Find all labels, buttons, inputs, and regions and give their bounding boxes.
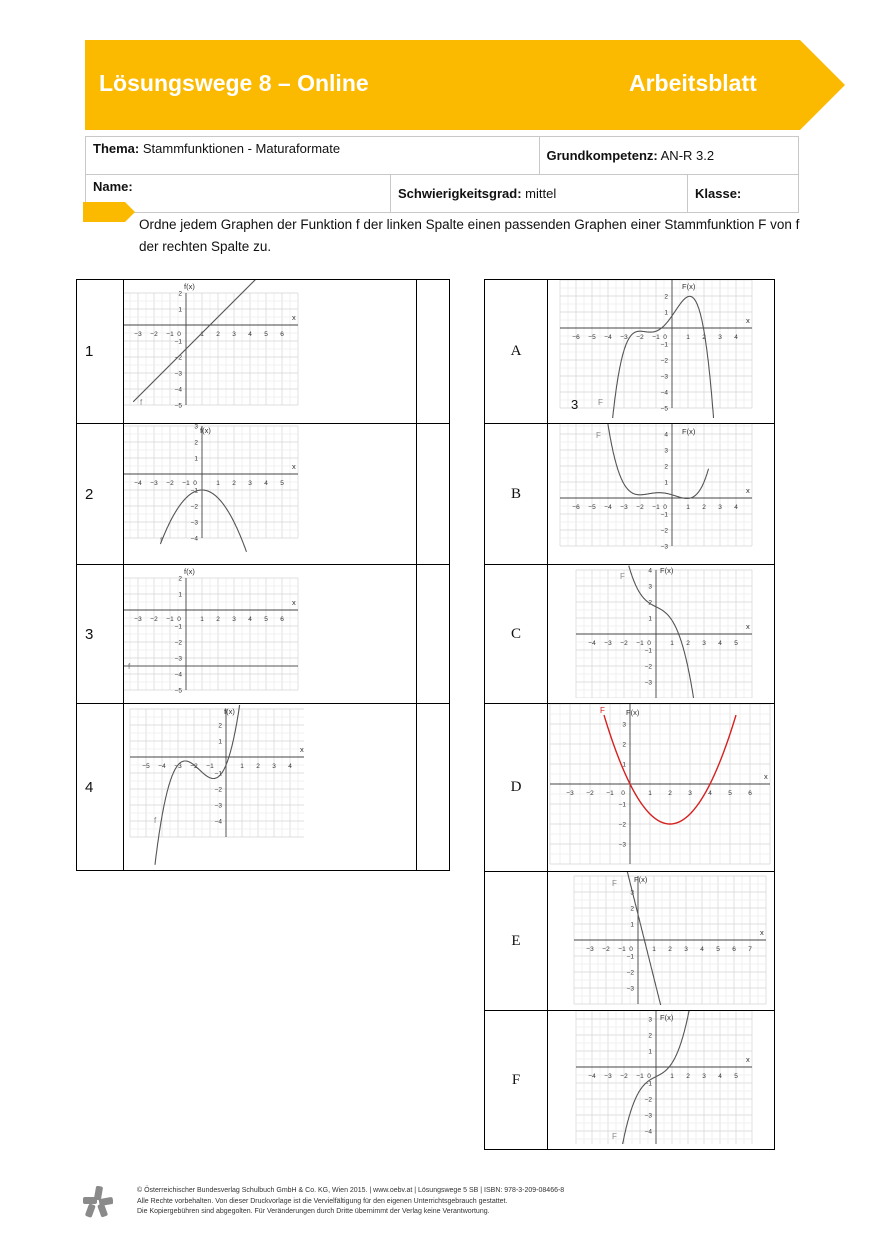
y-tick-label: 2 xyxy=(218,722,222,729)
x-tick-label: 2 xyxy=(702,504,706,511)
header-banner xyxy=(0,0,890,130)
publisher-logo-icon xyxy=(83,1186,113,1218)
left-table xyxy=(76,279,450,871)
x-tick-label: −3 xyxy=(174,762,182,770)
x-tick-label: 5 xyxy=(264,331,268,338)
x-tick-label: 0 xyxy=(621,790,625,797)
graph-E xyxy=(548,872,774,1005)
y-tick-label: −4 xyxy=(174,386,182,394)
x-tick-label: 3 xyxy=(702,1073,706,1080)
graph-cell xyxy=(124,424,417,565)
kompetenz-cell: Grundkompetenz: AN-R 3.2 xyxy=(539,137,799,175)
y-tick-label: −2 xyxy=(644,663,652,671)
y-tick-label: −3 xyxy=(174,370,182,378)
y-tick-label: −2 xyxy=(174,354,182,362)
x-tick-label: −3 xyxy=(620,334,628,341)
y-tick-label: −2 xyxy=(214,786,222,793)
y-tick-label: 2 xyxy=(664,463,668,471)
y-tick-label: 2 xyxy=(664,293,668,301)
y-tick-label: −1 xyxy=(660,511,668,519)
y-tick-label: −1 xyxy=(618,801,626,809)
x-tick-label: −4 xyxy=(588,640,596,647)
y-tick-label: −3 xyxy=(618,841,626,849)
row-letter: C xyxy=(485,565,548,704)
instruction-arrow-icon xyxy=(83,202,138,222)
x-tick-label: 0 xyxy=(629,946,633,953)
graph-cell xyxy=(124,704,417,871)
answer-cell[interactable] xyxy=(417,280,450,424)
y-tick-label: 4 xyxy=(648,567,652,575)
function-label: F xyxy=(596,431,601,440)
row-letter: B xyxy=(485,424,548,565)
x-tick-label: 1 xyxy=(670,640,674,647)
x-tick-label: −2 xyxy=(636,504,644,511)
x-tick-label: 7 xyxy=(748,946,752,953)
y-tick-label: −2 xyxy=(660,527,668,535)
y-tick-label: −3 xyxy=(214,802,222,809)
graph-cell xyxy=(548,872,775,1011)
graph-A xyxy=(548,280,774,418)
x-tick-label: 0 xyxy=(647,640,651,647)
x-tick-label: −5 xyxy=(588,504,596,511)
header-title: Lösungswege 8 – Online xyxy=(99,70,369,96)
x-tick-label: 1 xyxy=(686,504,690,511)
y-tick-label: 2 xyxy=(648,1032,652,1040)
x-axis-label: x xyxy=(746,1055,750,1064)
y-tick-label: 1 xyxy=(664,479,668,487)
function-label: F xyxy=(620,572,625,581)
x-tick-label: 5 xyxy=(734,1073,738,1080)
graph-1 xyxy=(124,280,304,418)
y-axis-label: F(x) xyxy=(634,875,648,884)
x-tick-label: 6 xyxy=(748,790,752,797)
x-tick-label: 3 xyxy=(232,331,236,338)
x-axis-label: x xyxy=(300,744,304,754)
row-number: 4 xyxy=(77,704,124,871)
grid xyxy=(124,575,298,690)
grid xyxy=(576,1011,752,1144)
x-tick-label: 0 xyxy=(177,331,181,338)
function-curve xyxy=(155,705,240,865)
function-label: F xyxy=(600,706,605,715)
x-tick-label: 4 xyxy=(734,334,738,341)
x-tick-label: 1 xyxy=(648,790,652,797)
graph-cell xyxy=(548,565,775,704)
x-tick-label: 6 xyxy=(280,331,284,338)
y-tick-label: 2 xyxy=(648,599,652,607)
y-tick-label: −1 xyxy=(644,647,652,655)
x-tick-label: 2 xyxy=(686,640,690,647)
x-tick-label: 4 xyxy=(718,1073,722,1080)
x-tick-label: 1 xyxy=(200,616,204,623)
x-tick-label: 4 xyxy=(248,331,252,338)
graph-4 xyxy=(124,705,304,865)
schwierigkeit-cell: Schwierigkeitsgrad: mittel xyxy=(391,175,688,213)
y-tick-label: 2 xyxy=(630,905,634,913)
y-tick-label: −2 xyxy=(618,821,626,829)
y-tick-label: −3 xyxy=(660,373,668,381)
y-axis-label: f(x) xyxy=(184,567,195,576)
x-tick-label: 3 xyxy=(688,790,692,797)
x-tick-label: 6 xyxy=(280,616,284,623)
graph-D xyxy=(548,704,774,866)
x-tick-label: −1 xyxy=(606,790,614,797)
y-tick-label: 1 xyxy=(178,306,182,314)
y-tick-label: 1 xyxy=(648,615,652,623)
function-label: f xyxy=(128,662,131,671)
y-tick-label: −1 xyxy=(644,1080,652,1088)
y-tick-label: −1 xyxy=(660,341,668,349)
x-tick-label: 0 xyxy=(177,616,181,623)
x-tick-label: 5 xyxy=(264,616,268,623)
row-letter: E xyxy=(485,872,548,1011)
x-tick-label: 0 xyxy=(663,504,667,511)
x-axis-label: x xyxy=(746,622,750,631)
row-letter: A xyxy=(485,280,548,424)
x-tick-label: 1 xyxy=(652,946,656,953)
x-tick-label: 2 xyxy=(668,946,672,953)
y-axis-label: F(x) xyxy=(660,1013,674,1022)
y-tick-label: −4 xyxy=(660,389,668,397)
y-tick-label: 1 xyxy=(664,309,668,317)
y-tick-label: −3 xyxy=(174,655,182,663)
y-tick-label: −2 xyxy=(626,969,634,977)
x-tick-label: −6 xyxy=(572,334,580,341)
function-label: f xyxy=(160,536,163,545)
y-tick-label: −1 xyxy=(190,487,198,495)
graph-cell xyxy=(548,280,775,424)
y-tick-label: 1 xyxy=(648,1048,652,1056)
x-tick-label: −3 xyxy=(566,790,574,797)
x-tick-label: 3 xyxy=(702,640,706,647)
function-label: F xyxy=(598,398,603,407)
x-tick-label: 3 xyxy=(232,616,236,623)
y-tick-label: 3 xyxy=(664,447,668,455)
x-tick-label: 4 xyxy=(734,504,738,511)
function-label: f xyxy=(140,398,143,407)
x-axis-label: x xyxy=(746,316,750,325)
y-tick-label: 2 xyxy=(622,741,626,749)
x-tick-label: −2 xyxy=(150,331,158,338)
answer-cell[interactable] xyxy=(417,424,450,565)
y-tick-label: 3 xyxy=(630,889,634,897)
footer-line: Die Kopiergebühren sind abgegolten. Für Veränderungen durch Dritte übernimmt der Verlag keine Verantwortung. xyxy=(137,1208,490,1215)
x-axis-label: x xyxy=(764,772,768,781)
y-tick-label: −5 xyxy=(660,405,668,413)
graph-cell xyxy=(124,565,417,704)
x-tick-label: −3 xyxy=(620,504,628,511)
y-tick-label: −1 xyxy=(174,623,182,631)
y-tick-label: −4 xyxy=(174,671,182,679)
x-tick-label: 5 xyxy=(728,790,732,797)
x-tick-label: 4 xyxy=(288,762,292,770)
y-tick-label: 3 xyxy=(648,1016,652,1024)
x-tick-label: 1 xyxy=(200,331,204,338)
function-label: F xyxy=(612,879,617,888)
x-tick-label: −2 xyxy=(620,640,628,647)
x-axis-label: x xyxy=(760,928,764,937)
y-tick-label: −4 xyxy=(644,1128,652,1136)
name-cell[interactable]: Name: xyxy=(86,175,391,213)
x-tick-label: −4 xyxy=(134,480,142,487)
x-tick-label: 0 xyxy=(647,1073,651,1080)
x-tick-label: 1 xyxy=(240,762,244,770)
x-tick-label: 5 xyxy=(280,480,284,487)
y-axis-label: F(x) xyxy=(682,427,696,436)
klasse-cell[interactable]: Klasse: xyxy=(688,175,799,213)
y-axis-label: f(x) xyxy=(184,282,195,291)
x-tick-label: 5 xyxy=(734,640,738,647)
graph-cell xyxy=(124,280,417,424)
footer-line: Alle Rechte vorbehalten. Von dieser Druckvorlage ist die Vervielfältigung für den eigenen Unterrichtsgebrauch gestattet. xyxy=(137,1197,508,1205)
x-tick-label: −3 xyxy=(134,331,142,338)
y-tick-label: −5 xyxy=(174,687,182,695)
x-tick-label: −2 xyxy=(586,790,594,797)
x-tick-label: 3 xyxy=(248,480,252,487)
y-tick-label: −4 xyxy=(190,535,198,543)
x-tick-label: −4 xyxy=(588,1073,596,1080)
y-tick-label: 2 xyxy=(194,439,198,447)
y-tick-label: 3 xyxy=(622,721,626,729)
y-tick-label: 2 xyxy=(178,575,182,583)
x-axis-label: x xyxy=(292,598,296,607)
x-tick-label: −2 xyxy=(602,946,610,953)
x-tick-label: 1 xyxy=(216,480,220,487)
grid xyxy=(124,290,298,405)
y-tick-label: −5 xyxy=(174,402,182,410)
x-tick-label: 2 xyxy=(216,331,220,338)
instruction-text: Ordne jedem Graphen der Funktion f der linken Spalte einen passenden Graphen einer Stammfunktion F von f der rechten Spalte zu. xyxy=(139,217,800,254)
graph-B xyxy=(548,424,774,559)
function-label: F xyxy=(612,1132,617,1141)
x-tick-label: −1 xyxy=(618,946,626,953)
thema-cell: Thema: Stammfunktionen - Maturaformate xyxy=(86,137,540,175)
x-tick-label: 2 xyxy=(702,334,706,341)
y-axis-label: f(x) xyxy=(224,706,235,716)
row-number: 1 xyxy=(77,280,124,424)
right-table xyxy=(484,279,775,1150)
x-tick-label: 5 xyxy=(716,946,720,953)
x-tick-label: −2 xyxy=(150,616,158,623)
x-tick-label: 6 xyxy=(732,946,736,953)
x-tick-label: −6 xyxy=(572,504,580,511)
x-tick-label: 3 xyxy=(272,762,276,770)
x-tick-label: −2 xyxy=(190,762,198,770)
x-tick-label: 0 xyxy=(663,334,667,341)
x-tick-label: −3 xyxy=(604,1073,612,1080)
answer-cell[interactable] xyxy=(417,565,450,704)
y-tick-label: −4 xyxy=(214,818,222,825)
header-worksheet-label: Arbeitsblatt xyxy=(629,70,757,96)
x-tick-label: 2 xyxy=(216,616,220,623)
y-tick-label: 1 xyxy=(622,761,626,769)
x-tick-label: −1 xyxy=(182,480,190,487)
x-tick-label: −1 xyxy=(636,1073,644,1080)
x-tick-label: 4 xyxy=(708,790,712,797)
row-letter: F xyxy=(485,1011,548,1150)
y-tick-label: 4 xyxy=(664,431,668,439)
x-axis-label: x xyxy=(292,313,296,322)
graph-cell xyxy=(548,1011,775,1150)
function-curve xyxy=(629,566,694,698)
row-letter: D xyxy=(485,704,548,872)
x-tick-label: −2 xyxy=(620,1073,628,1080)
x-tick-label: 4 xyxy=(248,616,252,623)
x-tick-label: −4 xyxy=(158,762,166,770)
x-tick-label: 4 xyxy=(718,640,722,647)
answer-cell[interactable] xyxy=(417,704,450,871)
footer-line: © Österreichischer Bundesverlag Schulbuch GmbH & Co. KG, Wien 2015. | www.oebv.at | Lösungswege 5 SB | ISBN: 978-3-209-08466-8 xyxy=(137,1187,565,1194)
row-number: 2 xyxy=(77,424,124,565)
y-tick-label: 2 xyxy=(178,290,182,298)
y-axis-label: f(x) xyxy=(200,426,211,435)
x-tick-label: −1 xyxy=(652,334,660,341)
x-tick-label: 4 xyxy=(700,946,704,953)
y-tick-label: 1 xyxy=(194,455,198,463)
graph-2 xyxy=(124,424,304,559)
y-tick-label: −3 xyxy=(190,519,198,527)
x-tick-label: −1 xyxy=(166,331,174,338)
y-axis-label: F(x) xyxy=(626,708,640,717)
graph-F xyxy=(548,1011,774,1144)
x-tick-label: −1 xyxy=(166,616,174,623)
graph-cell xyxy=(548,704,775,872)
x-tick-label: −4 xyxy=(604,334,612,341)
x-tick-label: 2 xyxy=(668,790,672,797)
x-tick-label: 2 xyxy=(686,1073,690,1080)
x-tick-label: −3 xyxy=(604,640,612,647)
stray-mark: 3 xyxy=(571,397,579,412)
meta-table xyxy=(85,136,799,213)
row-number: 3 xyxy=(77,565,124,704)
y-tick-label: 1 xyxy=(178,591,182,599)
function-label: f xyxy=(154,815,157,825)
y-tick-label: −1 xyxy=(214,770,222,777)
y-tick-label: −1 xyxy=(626,953,634,961)
y-tick-label: −2 xyxy=(190,503,198,511)
x-tick-label: −3 xyxy=(586,946,594,953)
x-tick-label: −4 xyxy=(604,504,612,511)
y-tick-label: 3 xyxy=(194,424,198,431)
y-axis-label: F(x) xyxy=(660,566,674,575)
y-tick-label: −2 xyxy=(174,639,182,647)
x-tick-label: −3 xyxy=(134,616,142,623)
x-tick-label: 1 xyxy=(670,1073,674,1080)
x-tick-label: 2 xyxy=(256,762,260,770)
y-tick-label: −3 xyxy=(626,985,634,993)
x-tick-label: −1 xyxy=(652,504,660,511)
y-tick-label: 1 xyxy=(218,738,222,745)
y-tick-label: −3 xyxy=(644,679,652,687)
x-tick-label: −5 xyxy=(142,762,150,770)
x-tick-label: −1 xyxy=(206,762,214,770)
x-tick-label: −2 xyxy=(636,334,644,341)
x-tick-label: 2 xyxy=(232,480,236,487)
graph-C xyxy=(548,565,774,698)
y-tick-label: 3 xyxy=(648,583,652,591)
grid xyxy=(560,424,752,546)
x-axis-label: x xyxy=(746,486,750,495)
graph-3 xyxy=(124,565,304,698)
y-axis-label: F(x) xyxy=(682,282,696,291)
y-tick-label: −1 xyxy=(174,338,182,346)
function-curve xyxy=(160,487,246,552)
x-tick-label: −2 xyxy=(166,480,174,487)
y-tick-label: −2 xyxy=(660,357,668,365)
graph-cell xyxy=(548,424,775,565)
x-tick-label: 3 xyxy=(684,946,688,953)
x-tick-label: 3 xyxy=(718,504,722,511)
x-tick-label: 3 xyxy=(718,334,722,341)
y-tick-label: −3 xyxy=(660,543,668,551)
y-tick-label: −2 xyxy=(644,1096,652,1104)
x-tick-label: −1 xyxy=(636,640,644,647)
y-tick-label: 1 xyxy=(630,921,634,929)
x-tick-label: −5 xyxy=(588,334,596,341)
x-tick-label: 4 xyxy=(264,480,268,487)
x-axis-label: x xyxy=(292,462,296,471)
grid xyxy=(560,280,752,408)
y-tick-label: −3 xyxy=(644,1112,652,1120)
footer xyxy=(137,1186,777,1218)
x-tick-label: −3 xyxy=(150,480,158,487)
x-tick-label: 1 xyxy=(686,334,690,341)
x-tick-label: 0 xyxy=(193,480,197,487)
